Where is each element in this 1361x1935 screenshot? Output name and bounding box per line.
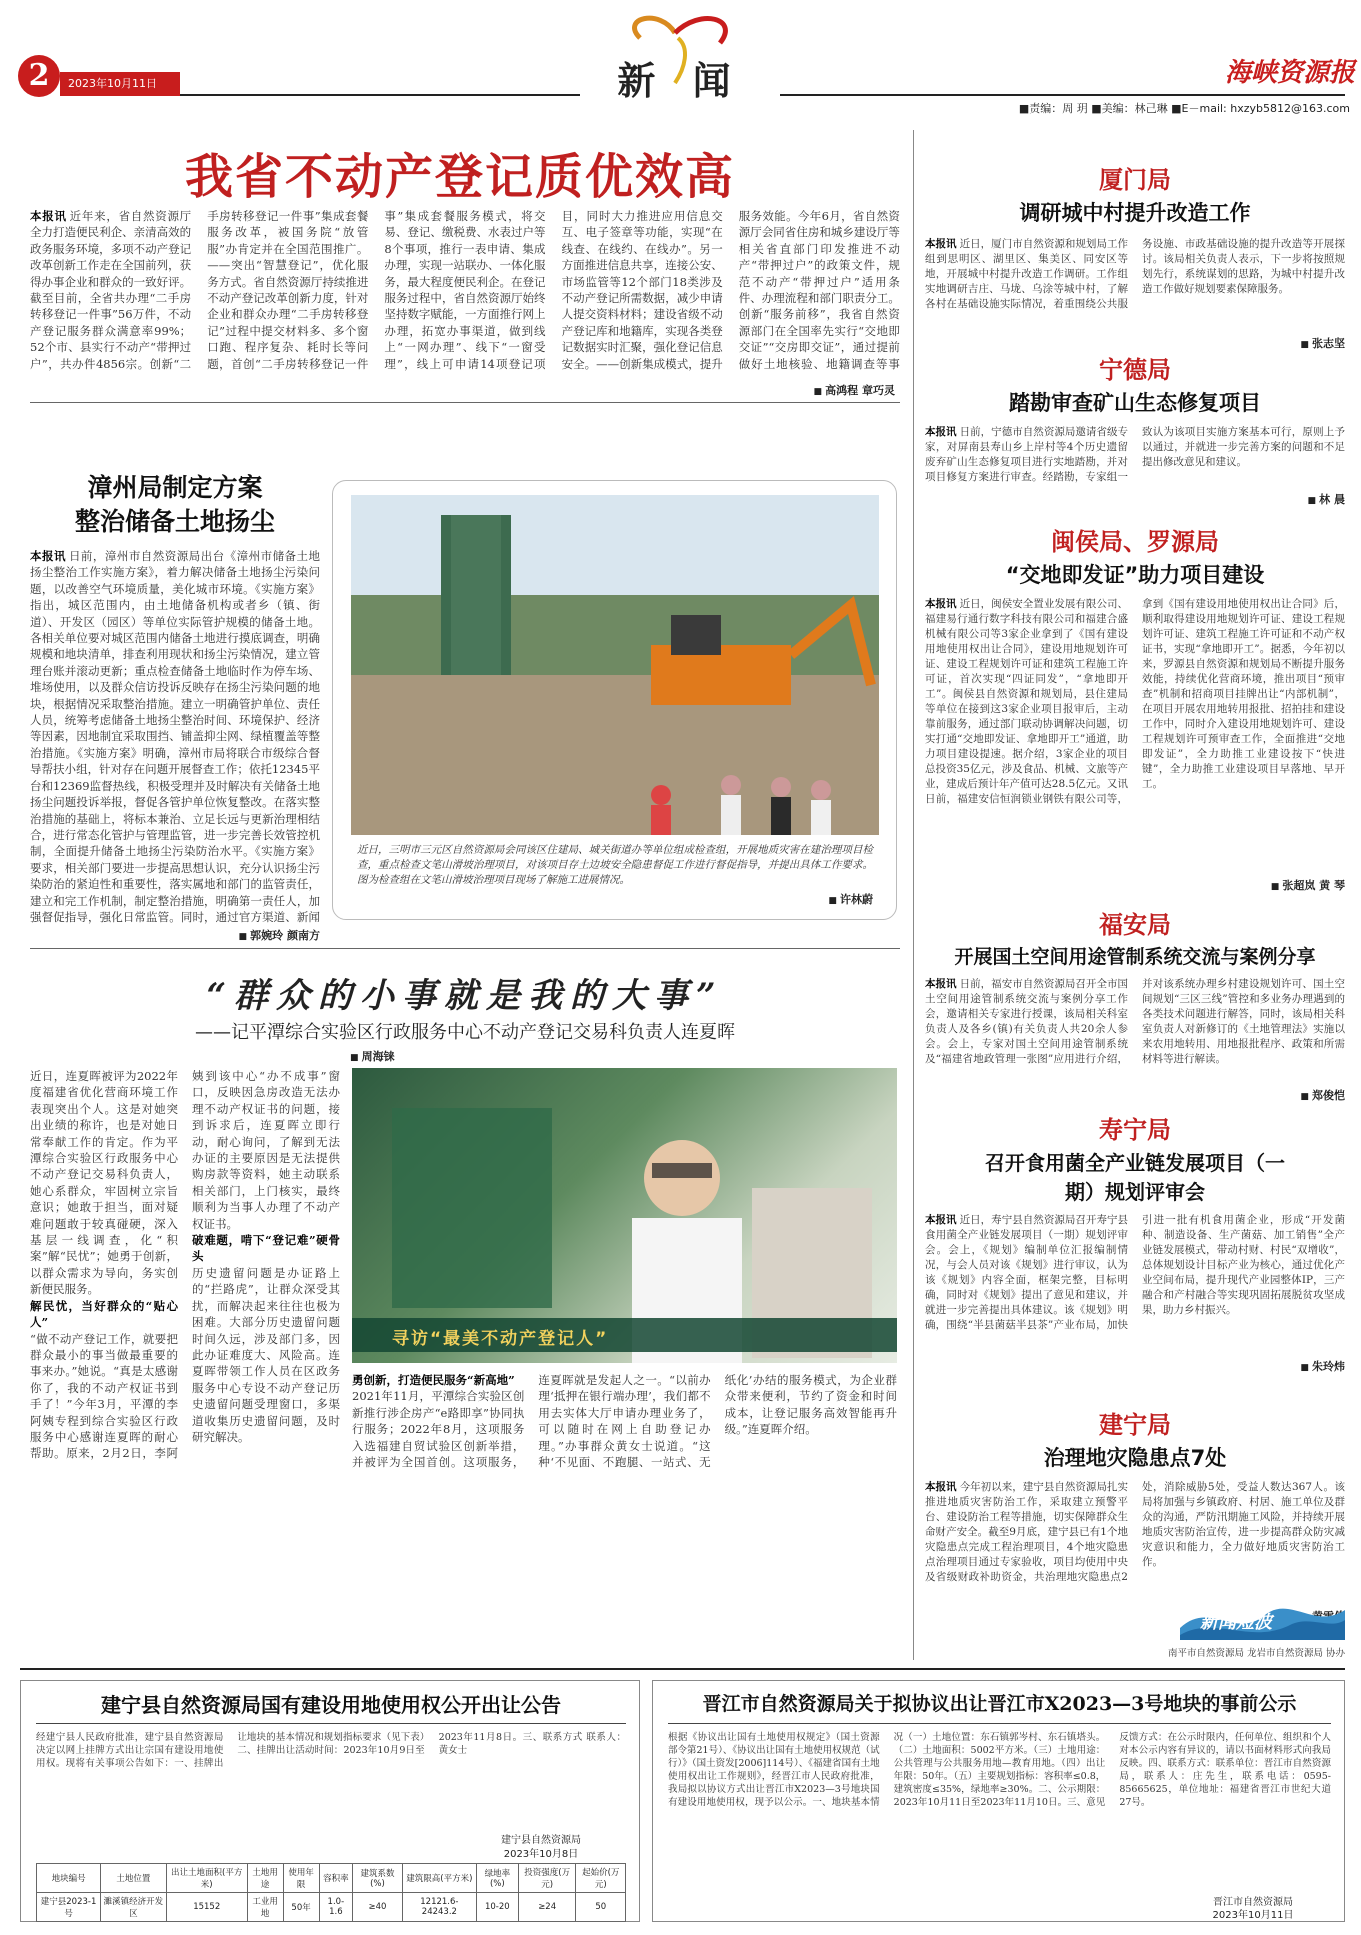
table-cell: 15152 bbox=[166, 1893, 247, 1922]
minhou-byline: 本报讯 bbox=[925, 598, 957, 610]
notice-right-title-rule bbox=[668, 1723, 1331, 1724]
notice-right-date: 2023年10月11日 bbox=[1212, 1910, 1294, 1921]
xiamen-text: 近日，厦门市自然资源和规划局工作组到思明区、湖里区、集美区、同安区等地，开展城中村提升改造工作调研。工作组实地调研吉庄、马垅、乌涂等城中村，了解各村在基础设施实际情况，着重围绕公共服务设施、市政基础设施的提升改造等开展探讨。该局相关负责人表示，下一步将按照规划先行，系统谋划的思路，为城中村提升改造工作做好规划要素保障服务。 bbox=[925, 238, 1345, 310]
photo1-caption bbox=[357, 843, 873, 888]
table-cell: 濉溪镇经济开发区 bbox=[101, 1893, 167, 1922]
feature-photo bbox=[352, 1068, 897, 1363]
feature-para-3: 历史遗留问题是办证路上的“拦路虎”，让群众深受其扰，而解决起来往往也极为困难。大部分历史遗留问题时间久远，涉及部门多，因此办证难度大、风险高。连夏晖带领工作人员在区政务服务中心专设不动产登记历史遗留问题受理窗口，多渠道收集历史遗留问题，及时研究解决。 bbox=[192, 1265, 340, 1444]
bottom-rule bbox=[20, 1668, 1345, 1670]
table-cell: ≥24 bbox=[518, 1893, 576, 1922]
feature-body-1 bbox=[30, 1068, 340, 1650]
feature-col-1 bbox=[30, 1068, 340, 1650]
xiamen-place: 厦门局 bbox=[1099, 166, 1171, 194]
table-cell: ≥40 bbox=[353, 1893, 403, 1922]
ningde-byline: 本报讯 bbox=[925, 426, 957, 438]
side-news-shouning bbox=[925, 1110, 1345, 1374]
shouning-author: ■ 朱玲炜 bbox=[925, 1358, 1345, 1374]
table-header-cell: 出让土地面积(平方米) bbox=[166, 1864, 247, 1893]
table-header-cell: 地块编号 bbox=[37, 1864, 101, 1893]
shouning-byline: 本报讯 bbox=[925, 1214, 957, 1226]
ningde-author: ■ 林 晨 bbox=[925, 491, 1345, 507]
notice-left bbox=[20, 1680, 640, 1922]
construction-site-illustration bbox=[351, 495, 879, 835]
shouning-body bbox=[925, 1213, 1345, 1358]
table-header-cell: 使用年限 bbox=[283, 1864, 319, 1893]
zhangzhou-headline-1: 漳州局制定方案 bbox=[87, 473, 263, 502]
table-row bbox=[37, 1893, 626, 1922]
feature-para-1: 近日，连夏晖被评为2022年度福建省优化营商环境工作表现突出个人。这是对她突出业绩的称许，也是对她日常奉献工作的肯定。作为平潭综合实验区行政服务中心不动产登记交易科负责人，她心系群众，牢固树立宗旨意识；她敢于担当，面对疑难问题敢于较真碰硬，深入基层一线调查，化“积案”解“民忧”；她勇于创新，以群众需求为导向，务实创新便民服务。 bbox=[30, 1069, 178, 1297]
masthead-rule-left bbox=[180, 94, 580, 96]
side-news-minhou bbox=[925, 522, 1345, 893]
lead-byline: 本报讯 bbox=[30, 209, 67, 223]
jianning-byline: 本报讯 bbox=[925, 1481, 957, 1493]
brief-title: 新闻短波 bbox=[1200, 1612, 1272, 1633]
table-header-cell: 土地位置 bbox=[101, 1864, 167, 1893]
notice-left-date: 2023年10月8日 bbox=[503, 1849, 579, 1860]
table-header-cell: 绿地率(%) bbox=[476, 1864, 518, 1893]
notice-right-signer: 晋江市自然资源局 bbox=[1213, 1897, 1293, 1908]
jianning-text: 今年初以来，建宁县自然资源局扎实推进地质灾害防治工作，采取建立预警平台、建设防治工程等措施，切实保障群众生命财产安全。截至9月底，建宁县已有1个地灾隐患点完成工程治理项目，4个地灾隐患点治理项目通过专家验收，项目均使用中央及省级财政补助资金，共治理地灾隐患点2处，消除威胁5处，受益人数达367人。该局将加强与乡镇政府、村居、施工单位及群众的沟通，严防汛期施工风险，并持续开展地质灾害防治宣传，进一步提高群众防灾减灾意识和能力，全力做好地质灾害防治工作。 bbox=[925, 1481, 1345, 1583]
feature-headline: “群众的小事就是我的大事” bbox=[206, 976, 724, 1016]
divider-feature bbox=[30, 948, 900, 949]
lead-body bbox=[30, 208, 900, 388]
editor-info: ■责编：周 玥 ■美编：林己琳 ■E－mail: hxzyb5812@163.com bbox=[1018, 102, 1350, 115]
zhangzhou-body-wrap bbox=[30, 548, 320, 926]
zhangzhou-headline-2: 整治储备土地扬尘 bbox=[74, 507, 275, 536]
fuan-place: 福安局 bbox=[1099, 911, 1171, 939]
jianning-headline: 治理地灾隐患点7处 bbox=[1043, 1446, 1227, 1470]
divider-lead bbox=[30, 402, 900, 403]
brief-badge bbox=[1167, 1590, 1345, 1660]
table-header-cell: 建筑限高(平方米) bbox=[402, 1864, 476, 1893]
shouning-place: 寿宁局 bbox=[1099, 1116, 1171, 1144]
ningde-body bbox=[925, 425, 1345, 491]
notice-right-title: 晋江市自然资源局关于拟协议出让晋江市X2023—3号地块的事前公示 bbox=[702, 1693, 1297, 1715]
ningde-text: 日前，宁德市自然资源局邀请省级专家，对屏南县寿山乡上岸村等4个历史遗留废弃矿山生态修复项目进行实地踏勘，并对项目修复方案进行审查。经踏勘，专家组一致认为该项目实施方案基本可行，原则上予以通过，并就进一步完善方案的问题和不足提出修改意见和建议。 bbox=[925, 426, 1345, 483]
lead-headline: 我省不动产登记质优效高 bbox=[184, 149, 735, 205]
notice-left-title-rule bbox=[36, 1723, 626, 1724]
notice-left-table bbox=[36, 1863, 626, 1922]
fuan-byline: 本报讯 bbox=[925, 978, 957, 990]
minhou-body bbox=[925, 597, 1345, 877]
feature-subhead-2: 破难题，啃下“登记难”硬骨头 bbox=[192, 1233, 340, 1264]
feature-body-2 bbox=[352, 1372, 897, 1650]
minhou-text: 近日，闽侯安全置业发展有限公司、福建易行通行数字科技有限公司和福建合盛机械有限公司等3家企业拿到了《国有建设用地使用权出让合同》，建设用地规划许可证、建设工程规划许可证和建筑工程施工许可证，首次实现“四证同发”，“拿地即开工”。闽侯县自然资源和规划局，县住建局等单位在接到这3家企业项目报审后，主动靠前服务，通过部门联动协调解决问题，切实打通“交地即发证、拿地即开工”通道，助力项目建设提速。据介绍，3家企业的项目总投资35亿元，涉及食品、机械、文旅等产业，建成后预计年产值可达28.5亿元。又讯 日前，福建安信恒润锁业钢铁有限公司等，拿到《国有建设用地使用权出让合同》后，顺利取得建设用地规划许可证、建设工程规划许可证、建筑工程施工许可证和不动产权证书，实现“拿地即开工”。据悉，今年初以来，罗源县自然资源和规划局不断提升服务效能，持续优化营商环境，推出项目“预审查”机制和招商项目挂牌出让“内部机制”，在项目开展农用地转用报批、招拍挂和建设工作中，同时介入建设用地规划许可、建设工程规划许可预审查工作，全面推进“交地即发证”，全力助推工业建设按下“快进键”，全力助推工业建设项目早落地、早开工。 bbox=[925, 598, 1345, 805]
table-cell: 工业用地 bbox=[247, 1893, 283, 1922]
photo1-frame bbox=[332, 480, 897, 920]
side-news-xiamen bbox=[925, 160, 1345, 351]
side-news-rule bbox=[913, 130, 914, 1660]
table-cell: 1.0-1.6 bbox=[319, 1893, 352, 1922]
feature-para-2: “做不动产登记工作，就要把群众最小的事当做最重要的事来办。”她说。“真是太感谢你了，我的不动产权证书到手了！”今年3月，平潭的李阿姨专程到综合实验区行政服务中心感谢连夏晖的耐心帮助。原来，2月2日，李阿姨到该中心“办不成事”窗口，反映因急房改造无法办理不动产权证书的问题，接到诉求后，连夏晖立即行动，耐心询问，了解到无法办证的主要原因是无法提供购房款等资料，她主动联系相关部门，上门核实，最终顺利为当事人办理了不动产权证书。 bbox=[30, 1069, 340, 1461]
construction-site-photo bbox=[351, 495, 879, 835]
masthead bbox=[0, 0, 1361, 115]
zhangzhou-body bbox=[30, 548, 320, 926]
minhou-headline: “交地即发证”助力项目建设 bbox=[1005, 563, 1265, 587]
side-news-ningde bbox=[925, 350, 1345, 507]
zhangzhou-author: ■ 郭婉玲 颜南方 bbox=[140, 927, 320, 943]
section-logo bbox=[600, 8, 760, 103]
fuan-body bbox=[925, 977, 1345, 1087]
table-header-cell: 容积率 bbox=[319, 1864, 352, 1893]
feature-subhead-3: 勇创新，打造便民服务“新高地” bbox=[352, 1373, 515, 1387]
notice-right-body bbox=[668, 1731, 1331, 1901]
brief-note: 南平市自然资源局 龙岩市自然资源局 协办 bbox=[1167, 1648, 1345, 1659]
fuan-text: 日前，福安市自然资源局召开全市国土空间用途管制系统交流与案例分享工作会，邀请相关专家进行授课，该局相关科室负责人及各乡(镇)有关负责人共20余人参会。会上，专家对国土空间用途管制系统及“福建省地政管理一张图”应用进行介绍，并对该系统办理乡村建设规划许可、国土空间规划“三区三线”管控和多业务办理遇到的各类技术问题进行解答，同时，该局相关科室负责人对新修订的《土地管理法》实施以来农用地转用、用地报批程序、政策和所需材料等进行解读。 bbox=[925, 978, 1345, 1065]
paper-name: 海峡资源报 bbox=[1224, 58, 1355, 88]
photo1-author: ■ 许林蔚 bbox=[733, 891, 873, 907]
side-news-fuan bbox=[925, 905, 1345, 1103]
notice-right-text: 根据《协议出让国有土地使用权规定》（国土资源部令第21号）、《协议出让国有土地使用权规范（试行）》（国土资发[2006]114号）、《福建省国有土地使用权出让工作规则》，经晋江市人民政府批准，我局拟以协议方式出让晋江市X2023—3号地块国有建设用地使用权，现予以公示。一、地块基本情况（一）土地位置：东石镇郭岑村、东石镇塔头。（二）土地面积：5002平方米。（三）土地用途：公共管理与公共服务用地—教育用地。（四）出让年限：50年。（五）主要规划指标：容积率≤0.8，建筑密度≤35%，绿地率≥30%。二、公示期限：2023年10月11日至2023年11月10日。三、意见反馈方式：在公示时限内，任何单位、组织和个人对本公示内容有异议的，请以书面材料形式向我局反映。四、联系方式：联系单位：晋江市自然资源局，联系人：庄先生，联系电话：0595-85665625，单位地址：福建省晋江市世纪大道27号。 bbox=[668, 1732, 1331, 1808]
table-header-row bbox=[37, 1864, 626, 1893]
photo1-caption-text-2: 图为检查组在文笔山滑坡治理项目现场了解施工进展情况。 bbox=[357, 874, 630, 886]
lead-text: 近年来，省自然资源厅全力打造便民利企、亲清高效的政务服务环境，多项不动产登记改革创新工作走在全国前列，获得办事企业和群众的一致好评。截至目前，全省共办理“二手房转移登记一件事”56万件，不动产登记服务群众满意率99%；52个市、县实行不动产“带押过户”，共办件4856宗。创新“二手房转移登记一件事”集成套餐服务改革，被国务院“放管服”办肯定并在全国范围推广。——突出“智慧登记”，优化服务方式。省自然资源厅持续推进不动产登记改革创新力度，针对企业和群众办理“二手房转移登记”过程中提交材料多、多个窗口跑、程序复杂、耗时长等问题，首创“二手房转移登记一件事”集成套餐服务模式，将交易、登记、缴税费、水表过户等8个事项，推行一表申请、集成办理，实现一站联办、一体化服务，最大程度便民利企。在登记服务过程中，省自然资源厅始终坚持数字赋能，一方面推行网上办理，拓宽办事渠道，做到线上“一网办理”、线下“一窗受理”，线上可申请14项登记项目，同时大力推进应用信息交互、电子签章等功能，实现“在线查、在线约、在线办”。另一方面推进信息共享，连接公安、市场监管等12个部门18类涉及不动产登记所需数据，减少申请人提交资料材料；建设省级不动产登记库和地籍库，实现各类登记数据实时汇聚，强化登记信息安全。——创新集成模式，提升服务效能。今年6月，省自然资源厅会同省住房和城乡建设厅等相关省直部门印发推进不动产“带押过户”的政策文件，规范不动产“带押过户”适用条件、办理流程和部门职责分工。创新“服务前移”，我省自然资源部门在全国率先实行“交地即交证”“交房即交证”，通过提前做好土地核验、地籍调查等事 bbox=[30, 209, 900, 371]
lead-body-wrap bbox=[30, 208, 900, 400]
table-header-cell: 投资强度(万元) bbox=[518, 1864, 576, 1893]
notice-left-title: 建宁县自然资源局国有建设用地使用权公开出让公告 bbox=[101, 1693, 561, 1717]
lead-author: ■ 高鸿程 章巧灵 bbox=[700, 382, 895, 398]
feature-col-2 bbox=[352, 1372, 897, 1650]
shouning-headline: 召开食用菌全产业链发展项目（一期）规划评审会 bbox=[985, 1151, 1285, 1204]
jianning-place: 建宁局 bbox=[1099, 1411, 1171, 1439]
minhou-author: ■ 张超岚 黄 琴 bbox=[925, 877, 1345, 893]
table-cell: 建宁县2023-1号 bbox=[37, 1893, 101, 1922]
table-cell: 50 bbox=[576, 1893, 626, 1922]
masthead-date-bar bbox=[60, 72, 180, 96]
feature-photo-caption-band bbox=[352, 1318, 897, 1352]
table-header-cell: 起始价(万元) bbox=[576, 1864, 626, 1893]
fuan-author: ■ 郑俊恺 bbox=[925, 1087, 1345, 1103]
feature-author: ■ 周海铼 bbox=[350, 1048, 470, 1064]
feature-subhead-1: 解民忧，当好群众的“贴心人” bbox=[30, 1298, 178, 1330]
masthead-rule-right bbox=[780, 94, 1345, 96]
page-number: 2 bbox=[28, 58, 50, 93]
notice-right bbox=[652, 1680, 1345, 1922]
xiamen-body bbox=[925, 237, 1345, 335]
fuan-headline: 开展国土空间用途管制系统交流与案例分享 bbox=[954, 946, 1316, 968]
notice-left-text: 经建宁县人民政府批准，建宁县自然资源局决定以网上挂牌方式出让宗国有建设用地使用权。现将有关事项公告如下：一、挂牌出让地块的基本情况和规划指标要求（见下表）二、挂牌出让活动时间：2023年10月9日至2023年11月8日。三、联系方式 联系人：黄女士 bbox=[36, 1732, 626, 1769]
page-number-badge bbox=[18, 55, 60, 97]
xiamen-author: ■ 张志坚 bbox=[925, 335, 1345, 351]
zhangzhou-text: 日前，漳州市自然资源局出台《漳州市储备土地扬尘整治工作实施方案》，着力解决储备土地扬尘污染问题，以改善空气环境质量，美化城市环境。《实施方案》指出，城区范围内，由土地储备机构或者乡（镇、街道）、开发区（园区）等单位实际管护规模的储备土地。各相关单位要对城区范围内储备土地进行摸底调查，明确规模和地块清单，排查利用现状和扬尘污染情况，建立管理台账并滚动更新；重点检查储备土地临时作为停车场、堆场使用，以及群众信访投诉反映存在扬尘污染问题的地块，根据情况采取整治措施。建立一明确管护单位、责任人员，统筹考虑储备土地扬尘整治时间、环境保护、经济等因素，因地制宜采取围挡、铺盖抑尘网、绿植覆盖等整治措施。《实施方案》明确，漳州市局将联合市级综合督导帮扶小组，针对存在问题开展督查工作；依托12345平台和12369监督热线，积极受理并及时解决有关储备土地扬尘问题投诉举报，督促各管护单位恢复整改。在落实整治措施的基础上，将标本兼治、立足长远与更新治理相结合，进行常态化管护与管理监管，进一步完善长效管控机制，全面提升储备土地扬尘污染防治水平。《实施方案》要求，相关部门要进一步提高思想认识，充分认识扬尘污染防治的紧迫性和重要性，落实属地和部门的监管责任，建立和完工作机制，制定整治措施，明确第一责任人，加强督促指导，强化日常监管。同时，通过官方渠道、新闻 bbox=[30, 549, 320, 924]
feature-photo-caption: 寻访“最美不动产登记人” bbox=[392, 1329, 609, 1349]
notice-left-signer: 建宁县自然资源局 bbox=[501, 1835, 581, 1846]
feature-subheadline: ——记平潭综合实验区行政服务中心不动产登记交易科负责人连夏晖 bbox=[195, 1022, 735, 1043]
issue-date: 2023年10月11日 bbox=[68, 77, 157, 90]
notice-left-body bbox=[36, 1731, 626, 1829]
xiamen-headline: 调研城中村提升改造工作 bbox=[1019, 201, 1251, 225]
ningde-headline: 踏勘审查矿山生态修复项目 bbox=[1009, 391, 1261, 415]
jianning-body bbox=[925, 1480, 1345, 1608]
minhou-place: 闽侯局、罗源局 bbox=[1051, 528, 1219, 556]
table-header-cell: 建筑系数(%) bbox=[353, 1864, 403, 1893]
shouning-text: 近日，寿宁县自然资源局召开寿宁县食用菌全产业链发展项目（一期）规划评审会。会上，《规划》编制单位汇报编制情况，与会人员对该《规划》进行审议，认为该《规划》内容全面，框架完整，目标明确，同时对《规划》提出了意见和建议，并就进一步完善提出具体建议。该《规划》明确，围绕“半县菌菇半县茶”产业布局，加快引进一批有机食用菌企业，形成“开发菌种、制造设备、生产菌菇、加工销售”全产业链发展模式，带动村财、村民“双增收”，总体规划设计目标产业为核心，通过优化产业空间布局，提升现代产业园整体IP，三产融合和产村融合等实现巩固拓展脱贫攻坚成果，助力乡村振兴。 bbox=[925, 1214, 1345, 1331]
table-cell: 10-20 bbox=[476, 1893, 518, 1922]
table-cell: 50年 bbox=[283, 1893, 319, 1922]
table-cell: 12121.6-24243.2 bbox=[402, 1893, 476, 1922]
feature-para-4: 2021年11月，平潭综合实验区创新推行涉企房产“e路即享”协同执行服务；2022年8月，这项服务入选福建自贸试验区创新举措，并被评为全国首创。这项服务，连夏晖就是发起人之一。“以前办理‘抵押在银行端办理’，我们都不用去实体大厅申请办理业务了，可以随时在网上自助登记办理。”办事群众黄女士说道。“这种‘不见面、不跑腿、一站式、无纸化’办结的服务模式，为企业群众带来便利，节约了资金和时间成本，让登记服务高效智能再升级。”连夏晖介绍。 bbox=[352, 1373, 897, 1470]
photo1-caption-text: 近日，三明市三元区自然资源局会同该区住建局、城关街道办等单位组成检查组，开展地质灾害在建治理项目检查，重点检查文笔山滑坡治理项目，对该项目存土边坡安全隐患督促工作进行督促指导，并提出具体工作要求。 bbox=[357, 844, 873, 871]
zhangzhou-byline: 本报讯 bbox=[30, 549, 66, 563]
section-title: 新 闻 bbox=[617, 58, 743, 103]
xiamen-byline: 本报讯 bbox=[925, 238, 957, 250]
ningde-place: 宁德局 bbox=[1099, 356, 1171, 384]
table-header-cell: 土地用途 bbox=[247, 1864, 283, 1893]
